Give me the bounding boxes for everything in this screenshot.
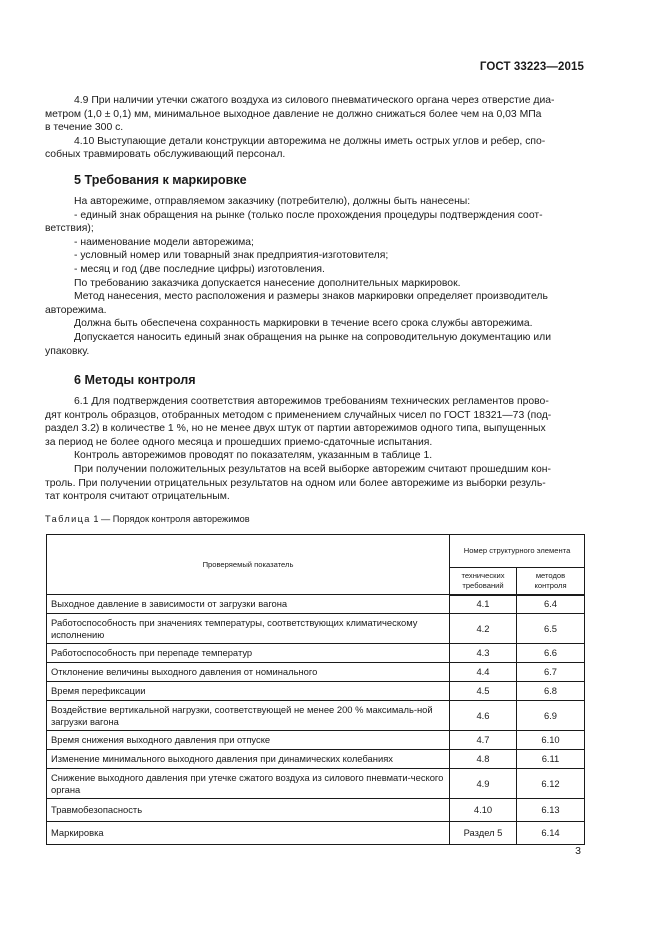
row-indicator: Травмобезопасность [47,799,450,822]
header-requirements: технических требований [450,568,517,595]
table-row [47,799,585,822]
section-5-line: Должна быть обеспечена сохранность маркировки в течение всего срока службы авторежима. [74,318,533,330]
row-indicator: Снижение выходного давления при утечке сжатого воздуха из силового пневмати-ческого органа [47,769,450,799]
row-requirement: Раздел 5 [450,822,517,845]
table-row [47,701,585,731]
header-element-number: Номер структурного элемента [450,535,585,568]
row-indicator: Время снижения выходного давления при отпуске [47,731,450,750]
section-6-line: дят контроль образцов, отобранных методом с применением случайных чисел по ГОСТ 18321—73 (под- [45,409,552,421]
row-requirement: 4.8 [450,750,517,769]
section-6-line: При получении положительных результатов на всей выборке авторежим считают прошедшим кон- [74,463,551,475]
row-method: 6.7 [517,663,585,682]
table-row [47,822,585,845]
row-method: 6.5 [517,614,585,644]
row-indicator: Работоспособность при значениях температуры, соответствующих климатическому исполнению [47,614,450,644]
table-row [47,750,585,769]
section-5 [45,173,585,188]
section-6-line: раздел 3.2) в количестве 1 %, но не менее двух штук от партии авторежимов одного типа, выпущенных [45,423,546,435]
row-method: 6.10 [517,731,585,750]
row-indicator: Изменение минимального выходного давления при динамических колебаниях [47,750,450,769]
paragraph-4-9-line1: 4.9 При наличии утечки сжатого воздуха из силового пневматического органа через отверстие диа- [74,95,555,106]
row-method: 6.14 [517,822,585,845]
section-6-line: Контроль авторежимов проводят по показателям, указанным в таблице 1. [74,450,433,462]
row-method: 6.11 [517,750,585,769]
section-6 [45,373,585,388]
section-6-line: 6.1 Для подтверждения соответствия авторежимов требованиям технических регламентов прово- [74,396,549,407]
row-requirement: 4.7 [450,731,517,750]
row-indicator: Время перефиксации [47,682,450,701]
table-row [47,595,585,614]
row-requirement: 4.6 [450,701,517,731]
paragraph-4-10-line1: 4.10 Выступающие детали конструкции авторежима не должны иметь острых углов и ребер, спо- [74,135,546,147]
row-indicator: Выходное давление в зависимости от загрузки вагона [47,595,450,614]
table-row [47,769,585,799]
table-caption [45,514,585,524]
row-indicator: Воздействие вертикальной нагрузки, соответствующей не менее 200 % максималь-ной загрузки вагона [47,701,450,731]
section-5-line: авторежима. [45,304,107,316]
row-indicator: Работоспособность при перепаде температур [47,644,450,663]
row-method: 6.6 [517,644,585,663]
section-5-line: - месяц и год (две последние цифры) изготовления. [74,263,325,275]
section-5-line: Допускается наносить единый знак обращения на рынке на сопроводительную документацию или [74,331,551,343]
section-5-line: - единый знак обращения на рынке (только после прохождения процедуры подтверждения соот- [74,209,543,221]
section-6-line: тат контроля считают отрицательным. [45,491,230,503]
paragraph-4-9-line3: в течение 300 с. [45,122,124,134]
table-caption-text: 1 — Порядок контроля авторежимов [90,514,250,524]
section-6-body [45,395,585,504]
section-5-line: На авторежиме, отправляемом заказчику (потребителю), должны быть нанесены: [74,196,471,207]
control-table [46,534,585,845]
standard-code: ГОСТ 33223—2015 [479,61,584,73]
section-6-line: за период не более одного месяца и прошедших приемо-сдаточные испытания. [45,436,433,448]
row-method: 6.13 [517,799,585,822]
paragraph-4-9-line2: метром (1,0 ± 0,1) мм, минимальное выходное давление не должно снижаться более чем на 0,03 МПа [45,108,542,120]
section-6-heading: 6 Методы контроля [74,373,196,387]
section-6-line: троль. При получении отрицательных результатов на одном или более авторежиме из выборки резуль- [45,477,546,489]
section-5-line: - условный номер или товарный знак предприятия-изготовителя; [74,250,389,262]
paragraph-4-10-line2: собных травмировать обслуживающий персонал. [45,149,286,161]
section-5-body [45,195,585,358]
table-row [47,614,585,644]
table-row [47,644,585,663]
table-row [47,663,585,682]
row-method: 6.4 [517,595,585,614]
row-method: 6.8 [517,682,585,701]
header-indicator: Проверяемый показатель [47,535,450,595]
section-5-line: упаковку. [45,345,90,357]
section-5-line: - наименование модели авторежима; [74,236,254,248]
row-indicator: Маркировка [47,822,450,845]
row-requirement: 4.1 [450,595,517,614]
row-requirement: 4.5 [450,682,517,701]
table-row [47,731,585,750]
section-4-tail [45,94,585,162]
header-methods: методов контроля [517,568,585,595]
row-method: 6.9 [517,701,585,731]
table-row [47,682,585,701]
row-method: 6.12 [517,769,585,799]
row-requirement: 4.9 [450,769,517,799]
section-5-line: Метод нанесения, место расположения и размеры знаков маркировки определяет производитель [74,291,548,303]
section-5-line: По требованию заказчика допускается нанесение дополнительных маркировок. [74,277,461,289]
row-requirement: 4.4 [450,663,517,682]
page-number: 3 [575,845,581,857]
section-5-heading: 5 Требования к маркировке [74,173,247,187]
section-5-line: ветствия); [45,223,94,235]
row-requirement: 4.10 [450,799,517,822]
row-requirement: 4.3 [450,644,517,663]
row-requirement: 4.2 [450,614,517,644]
row-indicator: Отклонение величины выходного давления от номинального [47,663,450,682]
table-caption-word: Таблица [45,514,91,524]
